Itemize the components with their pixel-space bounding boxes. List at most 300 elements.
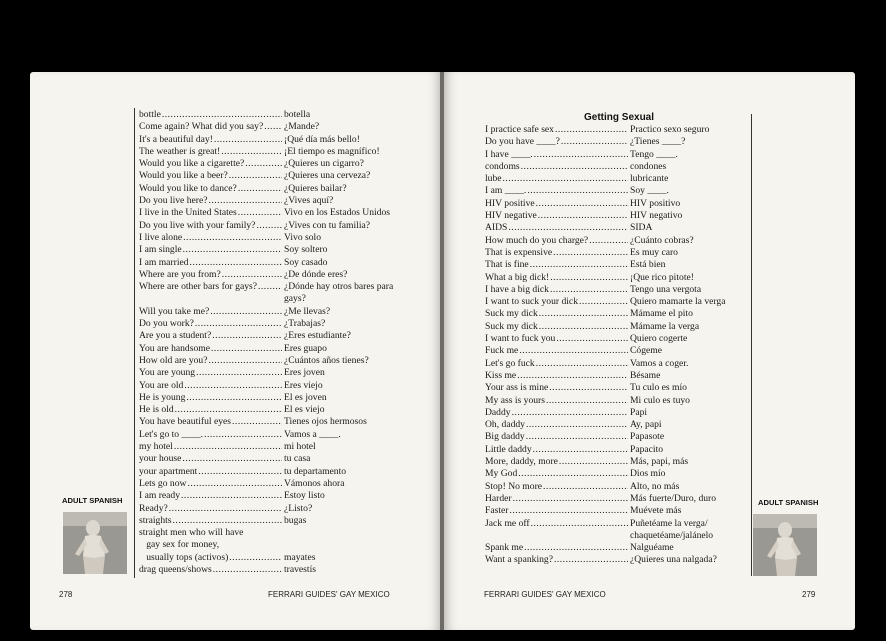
english-phrase [485,456,628,468]
english-phrase [485,161,628,173]
english-phrase-text: Come again? What did you say? [139,121,264,133]
english-phrase-text: your house [139,453,182,465]
phrase-row [485,518,748,543]
english-phrase-text: drag queens/shows [139,563,212,575]
spanish-translation: Quiero mamarte la verga [630,296,726,308]
english-phrase-text: I practice safe sex [485,124,554,135]
english-phrase-text: lube [485,173,502,185]
english-phrase [485,468,628,480]
spanish-translation: Tengo una vergota [630,283,702,295]
english-phrase-text: I am married [139,256,189,268]
dot-leader [256,220,282,232]
spanish-translation: Eres joven [284,367,325,379]
dot-leader [512,407,628,419]
english-phrase-text: Want a spanking? [485,554,553,566]
phrase-row [485,444,748,456]
phrase-row [485,333,748,345]
english-phrase-text: Fuck me [485,345,519,357]
spanish-translation: El es viejo [284,404,325,416]
english-phrase [139,552,282,564]
english-phrase-text: My ass is yours [485,394,545,406]
english-phrase [139,134,282,146]
english-phrase-text: straight men who will have [139,527,244,539]
english-phrase-text: That is fine [485,259,529,271]
english-phrase [139,404,282,416]
english-phrase-text: I have ____. [485,148,533,160]
english-phrase [485,210,628,222]
english-phrase [485,321,628,333]
phrase-row [139,330,402,342]
spanish-translation: ¿Eres estudiante? [284,330,351,342]
spanish-translation: ¿Vives aquí? [284,195,334,207]
phrase-row [485,235,748,247]
english-phrase-text: HIV negative [485,210,537,222]
english-phrase-text: Would you like a cigarette? [139,158,245,170]
english-phrase-text: That is expensive [485,246,553,258]
spanish-translation: Puñetéame la verga/ chaquetéame/jalánelo [630,517,714,541]
dot-leader [550,272,628,284]
phrase-row [139,466,402,478]
spanish-translation: ¡El tiempo es magnífico! [284,145,380,157]
left-page-footer: FERRARI GUIDES' GAY MEXICO [268,590,390,599]
spanish-translation: Vivo solo [284,231,322,243]
dot-leader [509,505,628,517]
english-phrase-text: Faster [485,505,509,517]
phrase-row [139,281,402,306]
spanish-translation [282,539,402,551]
phrase-row [485,296,748,308]
spanish-translation: Quiero cogerte [630,333,688,345]
spanish-translation: Eres viejo [284,379,323,391]
phrase-row [139,121,402,133]
english-phrase [139,416,282,428]
english-phrase [485,247,628,259]
dot-leader [204,429,282,441]
phrase-row [139,232,402,244]
dot-leader [555,124,628,136]
dot-leader [214,134,282,146]
english-phrase [485,358,628,370]
right-page-footer: FERRARI GUIDES' GAY MEXICO [484,590,606,599]
english-phrase-text: You are handsome [139,342,210,354]
english-phrase-text: Jack me off [485,517,530,529]
english-phrase-text: your apartment [139,465,198,477]
phrase-row [139,380,402,392]
dot-leader [531,518,628,543]
spanish-translation: mi hotel [284,441,316,453]
dot-leader [190,257,282,269]
phrase-row [485,468,748,480]
english-phrase-text: my hotel [139,441,173,453]
dot-leader [229,552,282,564]
spanish-translation: Soy ____. [630,185,669,197]
english-phrase [139,539,282,551]
right-column-rule [751,114,752,576]
phrase-row [139,207,402,219]
phrase-row [139,453,402,465]
english-phrase [485,493,628,505]
phrase-row [485,505,748,517]
dot-leader [183,244,282,256]
english-phrase [139,392,282,404]
english-phrase-text: Do you live with your family? [139,219,256,231]
spanish-translation: Mámame la verga [630,320,700,332]
english-phrase [485,296,628,308]
dot-leader [183,232,282,244]
book-gutter [440,72,444,630]
english-phrase [485,382,628,394]
english-phrase-text: You are young [139,367,196,379]
english-phrase [139,490,282,502]
english-phrase [139,343,282,355]
phrase-row [485,222,748,234]
spanish-translation: Vivo en los Estados Unidos [284,207,391,219]
english-phrase-text: I am ____. [485,185,527,197]
dot-leader [186,392,282,404]
dot-leader [536,198,628,210]
english-phrase-text: Ready? [139,502,168,514]
spanish-translation: Cógeme [630,345,662,357]
phrase-row [485,431,748,443]
english-phrase [139,367,282,379]
dot-leader [556,333,628,345]
phrase-row [139,478,402,490]
english-phrase [485,554,628,566]
spanish-translation: HIV positivo [630,197,681,209]
english-phrase-text: I am ready [139,490,181,502]
dot-leader [589,235,628,247]
phrase-row [139,146,402,158]
english-phrase-text: I live in the United States [139,207,237,219]
english-phrase [485,185,628,197]
english-phrase-text: usually tops (activos) [139,551,229,563]
dot-leader [195,318,282,330]
english-phrase [139,478,282,490]
english-phrase [139,232,282,244]
english-phrase-text: condoms [485,160,520,172]
spanish-translation: HIV negativo [630,210,683,222]
phrase-row [485,198,748,210]
dot-leader [538,210,628,222]
english-phrase [485,235,628,247]
english-phrase [139,121,282,133]
spanish-translation: ¿Cuántos años tienes? [284,354,369,366]
dot-leader [553,247,628,259]
english-phrase [485,370,628,382]
phrase-row [139,515,402,527]
dot-leader [527,185,628,197]
english-phrase [139,330,282,342]
english-phrase-text: You are old [139,379,184,391]
english-phrase-text: I want to suck your dick [485,296,578,308]
phrase-row [139,367,402,379]
english-phrase-text: Kiss me [485,369,517,381]
english-phrase [139,281,282,306]
phrase-row [485,173,748,185]
dot-leader [238,183,282,195]
english-phrase-text: Would you like to dance? [139,182,237,194]
phrase-row [139,306,402,318]
english-phrase-text: You have beautiful eyes [139,416,232,428]
spanish-translation: Vámonos ahora [284,477,345,489]
english-phrase-text: Oh, daddy [485,419,525,431]
phrase-row [485,136,748,148]
english-phrase [485,259,628,271]
dot-leader [212,330,282,342]
spanish-translation: Ay, papi [630,419,662,431]
spanish-translation: mayates [284,551,316,563]
dot-leader [222,269,282,281]
dot-leader [220,539,282,551]
english-phrase-text: Lets go now [139,477,187,489]
english-phrase [485,198,628,210]
english-phrase-text: Do you live here? [139,195,208,207]
phrase-row [485,247,748,259]
english-phrase [485,222,628,234]
phrase-row [485,419,748,431]
english-phrase [139,441,282,453]
english-phrase [485,481,628,493]
english-phrase-text: Let's go fuck [485,357,535,369]
phrase-row [485,149,748,161]
dot-leader [513,493,628,505]
spanish-translation: bugas [284,514,307,526]
dot-leader [526,419,628,431]
phrase-row [139,170,402,182]
english-phrase [139,109,282,121]
dot-leader [196,367,282,379]
english-phrase [485,395,628,407]
english-phrase-text: I have a big dick [485,283,549,295]
english-phrase [139,220,282,232]
spanish-translation: Estoy listo [284,490,325,502]
english-phrase-text: He is old [139,404,174,416]
spanish-translation: Tu culo es mío [630,382,687,394]
dot-leader [543,481,628,493]
spanish-translation: ¿Quieres un cigarro? [284,158,364,170]
english-phrase-text: Would you like a beer? [139,170,228,182]
english-phrase-text: Your ass is mine [485,382,549,394]
spanish-translation: Mi culo es tuyo [630,394,690,406]
spanish-translation: Más, papi, más [630,456,689,468]
phrase-row [485,382,748,394]
english-phrase [485,308,628,320]
dot-leader [526,431,628,443]
spanish-translation: ¿Quieres bailar? [284,182,347,194]
english-phrase [139,257,282,269]
phrase-row [139,343,402,355]
spanish-translation: ¡Que rico pitote! [630,271,694,283]
english-phrase-text: AIDS [485,222,508,234]
english-phrase [485,444,628,456]
spanish-translation: Papacito [630,443,664,455]
spanish-translation: ¿Mande? [284,121,320,133]
dot-leader [508,222,628,234]
dot-leader [213,564,282,576]
spanish-translation [282,527,402,539]
dot-leader [524,542,628,554]
english-phrase-text: bottle [139,109,161,120]
phrase-row [139,109,402,121]
dot-leader [521,161,628,173]
dot-leader [173,515,282,527]
dot-leader [162,109,282,121]
spanish-translation: SIDA [630,222,653,234]
phrase-row [139,552,402,564]
english-phrase-text: Daddy [485,406,511,418]
dot-leader [579,296,628,308]
dot-leader [517,370,628,382]
dot-leader [530,259,628,271]
english-phrase-text: Let's go to ____. [139,428,204,440]
left-column-rule [134,108,135,578]
english-phrase-text: HIV positive [485,197,535,209]
english-phrase [485,407,628,419]
spanish-translation: ¿Dónde hay otros bares para gays? [284,281,394,305]
english-phrase [485,419,628,431]
dot-leader [539,308,628,320]
phrase-row [485,542,748,554]
english-phrase [139,195,282,207]
spanish-translation: lubricante [630,173,669,185]
phrase-row [485,308,748,320]
phrase-row [485,124,748,136]
spanish-translation: ¿Vives con tu familia? [284,219,371,231]
spanish-translation: Más fuerte/Duro, duro [630,492,717,504]
spanish-translation: condones [630,160,667,172]
english-phrase-text: Do you have ____? [485,136,560,148]
phrase-row [139,355,402,367]
english-phrase [139,318,282,330]
dot-leader [221,146,282,158]
english-phrase [485,124,628,136]
spanish-translation: ¿Me llevas? [284,305,331,317]
phrase-row [485,395,748,407]
english-phrase [485,518,628,543]
phrase-row [485,493,748,505]
spanish-translation: ¿Trabajas? [284,318,326,330]
english-phrase-text: More, daddy, more [485,456,558,468]
spanish-translation: ¡Qué día más bello! [284,133,360,145]
phrase-row [139,158,402,170]
english-phrase [485,272,628,284]
spanish-translation: El es joven [284,391,327,403]
phrase-row [485,272,748,284]
phrase-row [139,183,402,195]
english-phrase [139,170,282,182]
english-phrase [139,306,282,318]
phrase-row [139,220,402,232]
left-page-number: 278 [59,590,73,599]
spanish-translation: Mámame el pito [630,308,693,320]
spanish-translation: botella [284,109,311,120]
spanish-translation: Papasote [630,431,665,443]
english-phrase [485,173,628,185]
dot-leader [550,284,628,296]
english-phrase-text: Big daddy [485,431,525,443]
phrase-row [139,195,402,207]
dot-leader [533,444,628,456]
english-phrase-text: Are you a student? [139,330,212,342]
phrase-row [139,257,402,269]
english-phrase-text: gay sex for money, [139,539,220,551]
dot-leader [181,490,282,502]
english-phrase [139,429,282,441]
phrase-row [485,481,748,493]
english-phrase-text: Where are you from? [139,268,221,280]
dot-leader [519,345,628,357]
english-phrase-text: Suck my dick [485,320,538,332]
phrase-row [485,358,748,370]
spanish-translation: Soy soltero [284,244,328,256]
english-phrase-text: Spank me [485,542,524,554]
english-phrase [139,244,282,256]
phrase-row [485,456,748,468]
spanish-translation: Dios mío [630,468,666,480]
phrase-row [485,554,748,566]
english-phrase [485,136,628,148]
phrase-row [485,185,748,197]
english-phrase [139,453,282,465]
right-page-number: 279 [802,590,816,599]
dot-leader [211,343,282,355]
english-phrase-text: Will you take me? [139,305,210,317]
english-phrase [139,146,282,158]
english-phrase-text: He is young [139,391,186,403]
spanish-translation: Soy casado [284,256,328,268]
english-phrase-text: It's a beautiful day! [139,133,213,145]
phrase-row [139,269,402,281]
english-phrase-text: How much do you charge? [485,234,589,246]
spanish-translation: ¿Quieres una cerveza? [284,170,371,182]
english-phrase [139,183,282,195]
dot-leader [561,136,628,148]
dot-leader [238,207,282,219]
phrase-row [139,564,402,576]
left-side-tab-photo [63,512,127,574]
spanish-translation: tu casa [284,453,311,465]
spanish-translation: ¿Cuánto cobras? [630,234,694,246]
english-phrase [485,542,628,554]
english-phrase [139,503,282,515]
english-phrase-text: Stop! No more [485,480,543,492]
phrase-row [139,503,402,515]
dot-leader [534,149,628,161]
dot-leader [208,355,282,367]
phrase-row [485,370,748,382]
english-phrase-text: I want to fuck you [485,333,556,345]
spanish-translation: travestís [284,563,316,575]
spanish-translation: Tienes ojos hermosos [284,416,367,428]
english-phrase [139,564,282,576]
english-phrase-text: Harder [485,492,512,504]
spanish-translation: Nalguéame [630,542,674,554]
dot-leader [187,478,282,490]
spanish-translation: Es muy caro [630,246,678,258]
spanish-translation: tu departamento [284,465,347,477]
phrase-row [139,416,402,428]
phrase-row [485,284,748,296]
phrase-row [485,321,748,333]
spanish-translation: Alto, no más [630,480,680,492]
left-side-tab-label: ADULT SPANISH [62,496,123,505]
english-phrase [485,284,628,296]
dot-leader [244,527,282,539]
english-phrase [139,269,282,281]
english-phrase [139,466,282,478]
phrase-row [139,318,402,330]
english-phrase-text: Do you work? [139,318,194,330]
